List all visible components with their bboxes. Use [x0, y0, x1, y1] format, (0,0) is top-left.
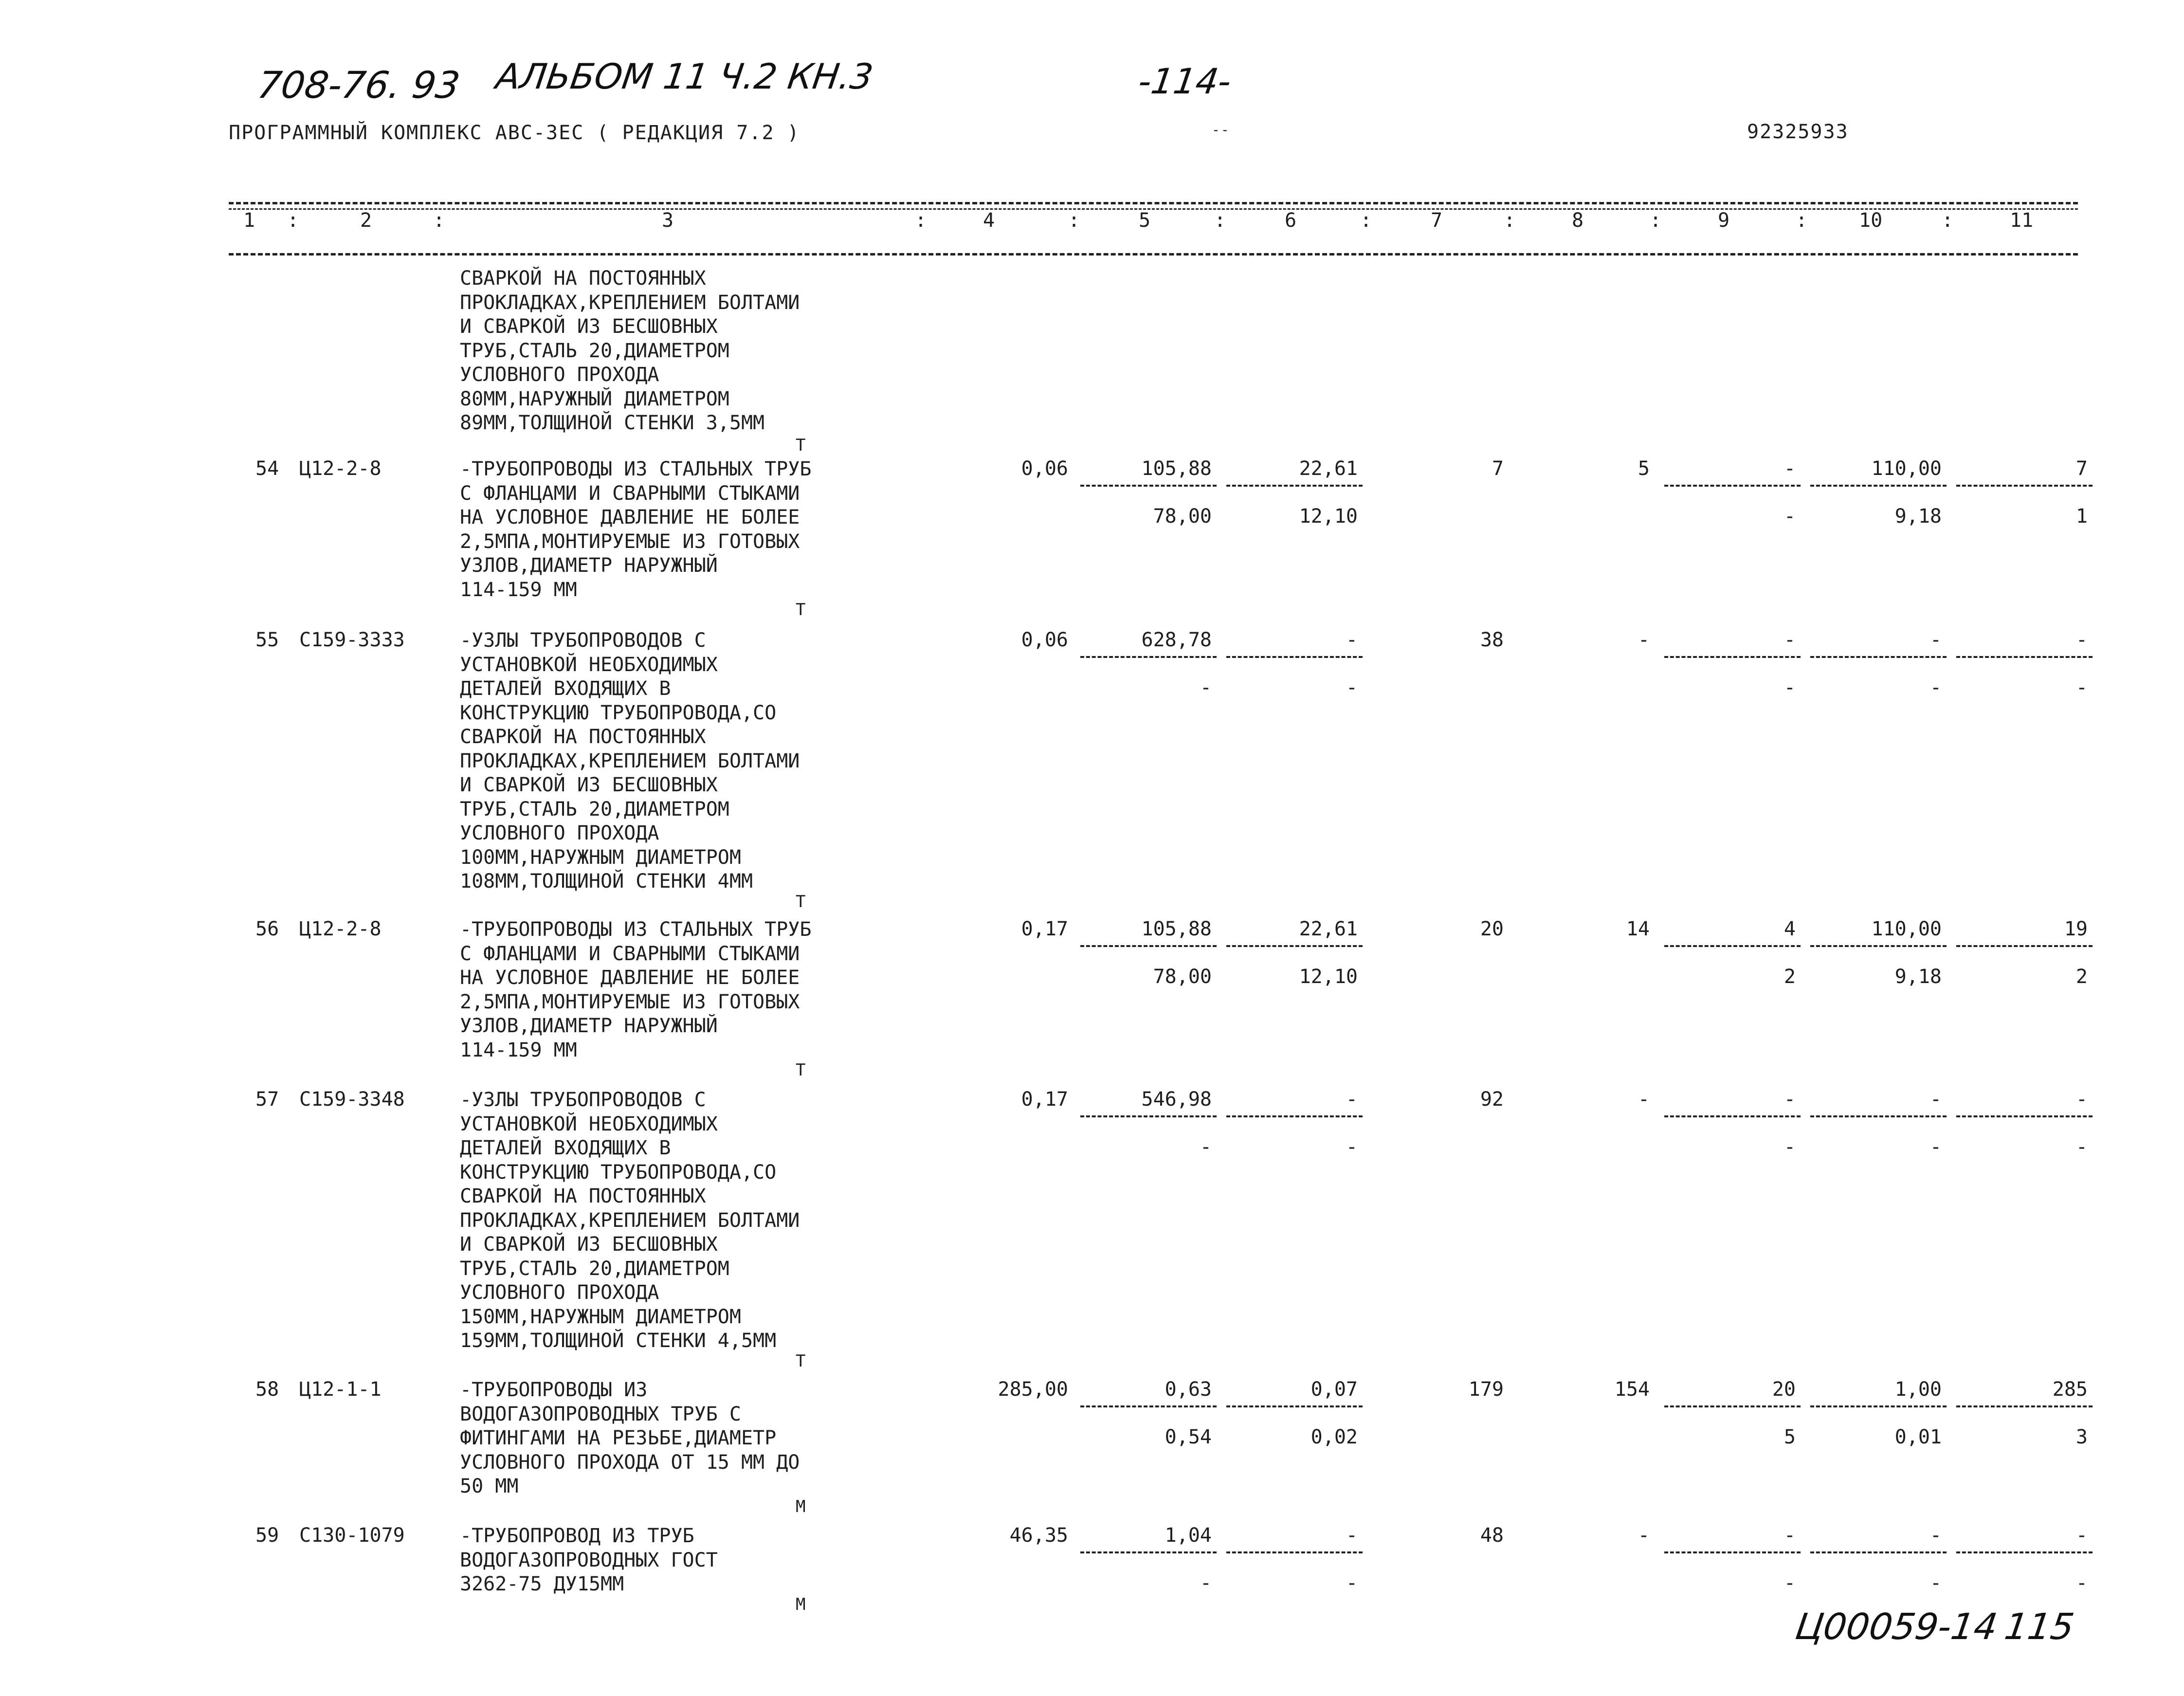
c11-divider-line	[1956, 945, 2093, 947]
col-header-1: 1	[243, 209, 255, 232]
col7-value: 48	[1480, 1524, 1504, 1547]
unit-mark: Т	[796, 600, 806, 620]
col4-quantity: 46,35	[1009, 1524, 1068, 1547]
c6-top-value: -	[1346, 1088, 1358, 1111]
c6-top-value: 22,61	[1299, 918, 1358, 940]
row-description: -ТРУБОПРОВОДЫ ИЗ ВОДОГАЗОПРОВОДНЫХ ТРУБ С ФИТИНГАМИ НА РЕЗЬБЕ,ДИАМЕТР УСЛОВНОГО ПРОХОДА ОТ 15 ММ ДО 50 ММ	[460, 1379, 800, 1497]
c9-top-value: 4	[1784, 918, 1796, 940]
c6-bottom-value: 12,10	[1299, 505, 1358, 528]
col7-value: 92	[1480, 1088, 1504, 1111]
c6-top-value: 22,61	[1299, 457, 1358, 480]
c11-divider-line	[1956, 656, 2093, 658]
col-sep: :	[1796, 209, 1808, 232]
c5-divider-line	[1080, 656, 1217, 658]
c6-top-value: -	[1346, 629, 1358, 651]
header-rule-bottom	[229, 253, 2078, 255]
c5-top-value: 105,88	[1141, 457, 1212, 480]
c5-top-value: 1,04	[1165, 1524, 1212, 1547]
col4-quantity: 0,06	[1021, 457, 1068, 480]
rate-code: С130-1079	[299, 1524, 405, 1547]
c11-bottom-value: -	[2075, 676, 2088, 699]
header-rule-top	[229, 202, 2078, 204]
row-description: -ТРУБОПРОВОД ИЗ ТРУБ ВОДОГАЗОПРОВОДНЫХ ГОСТ 3262-75 ДУ15ММ	[460, 1525, 718, 1595]
col-header-5: 5	[1139, 209, 1151, 232]
c10-divider-line	[1810, 656, 1947, 658]
project-code: 708-76. 93	[255, 63, 463, 107]
col7-value: 179	[1468, 1378, 1504, 1401]
col-sep: :	[915, 209, 927, 232]
col-header-7: 7	[1431, 209, 1443, 232]
c9-bottom-value: -	[1784, 676, 1796, 699]
col-sep: :	[1650, 209, 1662, 232]
c9-divider-line	[1664, 1405, 1801, 1407]
c6-bottom-value: 12,10	[1299, 966, 1358, 988]
c6-divider-line	[1226, 1405, 1363, 1407]
c10-divider-line	[1810, 1115, 1947, 1117]
c5-top-value: 628,78	[1141, 629, 1212, 651]
col-header-8: 8	[1572, 209, 1584, 232]
col7-value: 38	[1480, 629, 1504, 651]
c9-divider-line	[1664, 945, 1801, 947]
c6-divider-line	[1226, 485, 1363, 487]
bottom-page: 115	[2002, 1606, 2077, 1648]
c5-bottom-value: -	[1200, 676, 1212, 699]
c11-divider-line	[1956, 1405, 2093, 1407]
c6-divider-line	[1226, 1551, 1363, 1553]
c6-top-value: -	[1346, 1524, 1358, 1547]
c5-divider-line	[1080, 945, 1217, 947]
col4-quantity: 0,17	[1021, 918, 1068, 940]
row-description: -УЗЛЫ ТРУБОПРОВОДОВ С УСТАНОВКОЙ НЕОБХОДИМЫХ ДЕТАЛЕЙ ВХОДЯЩИХ В КОНСТРУКЦИЮ ТРУБОПРОВОДА,СО СВАРКОЙ НА ПОСТОЯННЫХ ПРОКЛАДКАХ,КРЕПЛЕНИЕМ БОЛТАМИ И СВАРКОЙ ИЗ БЕСШОВНЫХ ТРУБ,СТАЛЬ 20,ДИАМЕТРОМ УСЛОВНОГО ПРОХОДА 150ММ,НАРУЖНЫМ ДИАМЕТРОМ 159ММ,ТОЛЩИНОЙ СТЕНКИ 4,5ММ	[460, 1089, 800, 1352]
document-id: 92325933	[1747, 121, 1849, 143]
row-number: 59	[255, 1524, 279, 1547]
row-number: 57	[255, 1088, 279, 1111]
c10-top-value: 110,00	[1871, 457, 1942, 480]
c10-divider-line	[1810, 485, 1947, 487]
bottom-code: Ц00059-14	[1792, 1606, 2000, 1648]
c10-divider-line	[1810, 1551, 1947, 1553]
c9-divider-line	[1664, 656, 1801, 658]
col7-value: 20	[1480, 918, 1504, 940]
c9-bottom-value: -	[1784, 1572, 1796, 1594]
col-header-4: 4	[983, 209, 995, 232]
c5-top-value: 546,98	[1141, 1088, 1212, 1111]
c10-bottom-value: 0,01	[1894, 1426, 1942, 1448]
c5-divider-line	[1080, 1551, 1217, 1553]
c11-top-value: 7	[2075, 457, 2088, 480]
col7-value: 7	[1492, 457, 1504, 480]
col-header-2: 2	[360, 209, 372, 232]
c11-top-value: -	[2075, 629, 2088, 651]
c11-top-value: -	[2075, 1088, 2088, 1111]
c5-bottom-value: 78,00	[1153, 966, 1212, 988]
c5-bottom-value: 0,54	[1165, 1426, 1212, 1448]
c9-top-value: 20	[1772, 1378, 1796, 1401]
c11-bottom-value: -	[2075, 1136, 2088, 1158]
c6-bottom-value: 0,02	[1310, 1426, 1358, 1448]
c11-divider-line	[1956, 485, 2093, 487]
c11-bottom-value: 3	[2075, 1426, 2088, 1448]
c9-top-value: -	[1784, 1088, 1796, 1111]
col4-quantity: 285,00	[998, 1378, 1068, 1401]
c11-divider-line	[1956, 1551, 2093, 1553]
c10-top-value: 1,00	[1894, 1378, 1942, 1401]
c5-divider-line	[1080, 485, 1217, 487]
row-number: 56	[255, 918, 279, 940]
rate-code: Ц12-1-1	[299, 1378, 382, 1401]
c9-divider-line	[1664, 1551, 1801, 1553]
c10-top-value: 110,00	[1871, 918, 1942, 940]
rate-code: Ц12-2-8	[299, 918, 382, 940]
col-header-10: 10	[1859, 209, 1883, 232]
c6-divider-line	[1226, 945, 1363, 947]
c5-divider-line	[1080, 1115, 1217, 1117]
unit-mark: Т	[796, 892, 806, 912]
c9-divider-line	[1664, 1115, 1801, 1117]
c10-bottom-value: 9,18	[1894, 505, 1942, 528]
c9-divider-line	[1664, 485, 1801, 487]
page-number: -114-	[1136, 61, 1234, 102]
c9-top-value: -	[1784, 1524, 1796, 1547]
c10-bottom-value: 9,18	[1894, 966, 1942, 988]
c6-bottom-value: -	[1346, 1136, 1358, 1158]
c11-bottom-value: -	[2075, 1572, 2088, 1594]
row-description: -ТРУБОПРОВОДЫ ИЗ СТАЛЬНЫХ ТРУБ С ФЛАНЦАМИ И СВАРНЫМИ СТЫКАМИ НА УСЛОВНОЕ ДАВЛЕНИЕ НЕ БОЛЕЕ 2,5МПА,МОНТИРУЕМЫЕ ИЗ ГОТОВЫХ УЗЛОВ,ДИАМЕТР НАРУЖНЫЙ 114-159 ММ	[460, 458, 812, 601]
c10-top-value: -	[1929, 1524, 1942, 1547]
col-sep: :	[1504, 209, 1516, 232]
c11-bottom-value: 2	[2075, 966, 2088, 988]
album-label: АЛЬБОМ 11 Ч.2 КН.3	[493, 56, 876, 97]
c5-bottom-value: -	[1200, 1136, 1212, 1158]
small-mark: --	[1212, 122, 1230, 138]
c11-top-value: 285	[2052, 1378, 2088, 1401]
c9-top-value: -	[1784, 457, 1796, 480]
c9-bottom-value: 2	[1784, 966, 1796, 988]
c10-bottom-value: -	[1929, 676, 1942, 699]
unit-mark: М	[796, 1496, 806, 1516]
unit-mark: Т	[796, 1351, 806, 1371]
continuation-unit: Т	[796, 436, 806, 455]
c6-bottom-value: -	[1346, 1572, 1358, 1594]
c5-top-value: 0,63	[1165, 1378, 1212, 1401]
row-number: 54	[255, 457, 279, 480]
rate-code: Ц12-2-8	[299, 457, 382, 480]
row-number: 55	[255, 629, 279, 651]
col8-value: -	[1638, 629, 1650, 651]
c10-divider-line	[1810, 1405, 1947, 1407]
c11-bottom-value: 1	[2075, 505, 2088, 528]
col-sep: :	[1068, 209, 1080, 232]
c10-top-value: -	[1929, 1088, 1942, 1111]
col-sep: :	[1360, 209, 1372, 232]
c6-bottom-value: -	[1346, 676, 1358, 699]
col-header-11: 11	[2010, 209, 2034, 232]
c11-divider-line	[1956, 1115, 2093, 1117]
col8-value: -	[1638, 1524, 1650, 1547]
col-sep: :	[287, 209, 299, 232]
col-sep: :	[1942, 209, 1954, 232]
c11-top-value: -	[2075, 1524, 2088, 1547]
col-sep: :	[1214, 209, 1226, 232]
col-header-9: 9	[1718, 209, 1730, 232]
c9-bottom-value: -	[1784, 1136, 1796, 1158]
c5-divider-line	[1080, 1405, 1217, 1407]
unit-mark: Т	[796, 1060, 806, 1080]
c5-bottom-value: -	[1200, 1572, 1212, 1594]
col4-quantity: 0,06	[1021, 629, 1068, 651]
unit-mark: М	[796, 1594, 806, 1614]
col8-value: -	[1638, 1088, 1650, 1111]
col-header-3: 3	[662, 209, 674, 232]
col-sep: :	[433, 209, 445, 232]
col-header-6: 6	[1285, 209, 1297, 232]
program-line: ПРОГРАММНЫЙ КОМПЛЕКС АВС-3ЕС ( РЕДАКЦИЯ 7.2 )	[229, 122, 800, 144]
c9-top-value: -	[1784, 629, 1796, 651]
c10-divider-line	[1810, 945, 1947, 947]
c10-bottom-value: -	[1929, 1572, 1942, 1594]
c6-divider-line	[1226, 1115, 1363, 1117]
continuation-text: СВАРКОЙ НА ПОСТОЯННЫХ ПРОКЛАДКАХ,КРЕПЛЕНИЕМ БОЛТАМИ И СВАРКОЙ ИЗ БЕСШОВНЫХ ТРУБ,СТАЛЬ 20,ДИАМЕТРОМ УСЛОВНОГО ПРОХОДА 80ММ,НАРУЖНЫЙ ДИАМЕТРОМ 89ММ,ТОЛЩИНОЙ СТЕНКИ 3,5ММ	[460, 267, 800, 434]
c9-bottom-value: 5	[1784, 1426, 1796, 1448]
row-description: -УЗЛЫ ТРУБОПРОВОДОВ С УСТАНОВКОЙ НЕОБХОДИМЫХ ДЕТАЛЕЙ ВХОДЯЩИХ В КОНСТРУКЦИЮ ТРУБОПРОВОДА,СО СВАРКОЙ НА ПОСТОЯННЫХ ПРОКЛАДКАХ,КРЕПЛЕНИЕМ БОЛТАМИ И СВАРКОЙ ИЗ БЕСШОВНЫХ ТРУБ,СТАЛЬ 20,ДИАМЕТРОМ УСЛОВНОГО ПРОХОДА 100ММ,НАРУЖНЫМ ДИАМЕТРОМ 108ММ,ТОЛЩИНОЙ СТЕНКИ 4ММ	[460, 629, 800, 893]
c6-divider-line	[1226, 656, 1363, 658]
col4-quantity: 0,17	[1021, 1088, 1068, 1111]
c5-bottom-value: 78,00	[1153, 505, 1212, 528]
c10-top-value: -	[1929, 629, 1942, 651]
rate-code: С159-3348	[299, 1088, 405, 1111]
c5-top-value: 105,88	[1141, 918, 1212, 940]
c6-top-value: 0,07	[1310, 1378, 1358, 1401]
col8-value: 14	[1626, 918, 1650, 940]
rate-code: С159-3333	[299, 629, 405, 651]
col8-value: 5	[1638, 457, 1650, 480]
row-description: -ТРУБОПРОВОДЫ ИЗ СТАЛЬНЫХ ТРУБ С ФЛАНЦАМИ И СВАРНЫМИ СТЫКАМИ НА УСЛОВНОЕ ДАВЛЕНИЕ НЕ БОЛЕЕ 2,5МПА,МОНТИРУЕМЫЕ ИЗ ГОТОВЫХ УЗЛОВ,ДИАМЕТР НАРУЖНЫЙ 114-159 ММ	[460, 918, 812, 1061]
row-number: 58	[255, 1378, 279, 1401]
c10-bottom-value: -	[1929, 1136, 1942, 1158]
c11-top-value: 19	[2064, 918, 2088, 940]
col8-value: 154	[1614, 1378, 1650, 1401]
c9-bottom-value: -	[1784, 505, 1796, 528]
